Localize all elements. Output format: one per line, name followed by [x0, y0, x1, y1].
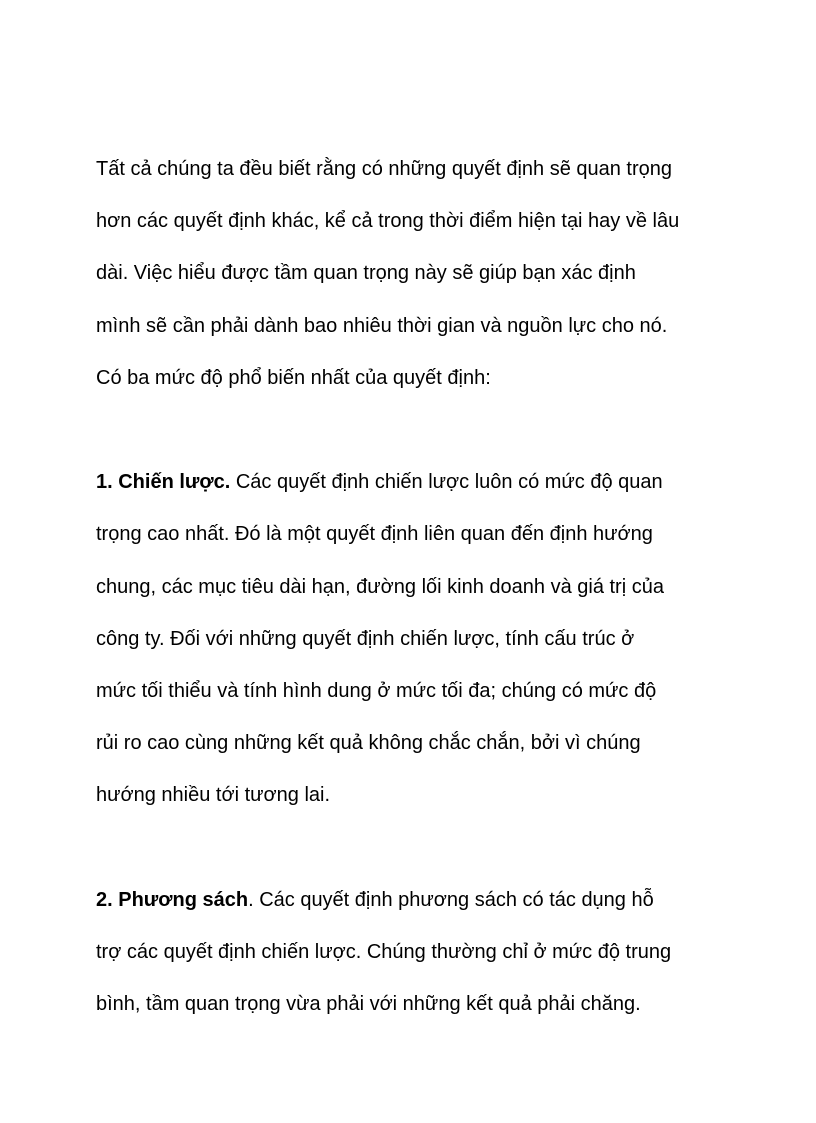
paragraph-spacer	[96, 404, 736, 456]
section-strategy-line-2: trọng cao nhất. Đó là một quyết định liên quan đến định hướng	[96, 523, 653, 546]
section-tactics-line-1	[96, 874, 736, 926]
intro-paragraph	[96, 143, 736, 404]
section-strategy-line-1	[96, 456, 736, 508]
section-tactics-heading: 2. Phương sách	[96, 888, 249, 911]
intro-line-1: Tất cả chúng ta đều biết rằng có những quyết định sẽ quan trọng	[96, 158, 673, 180]
section-tactics-line-2: trợ các quyết định chiến lược. Chúng thường chỉ ở mức độ trung	[96, 941, 672, 964]
section-strategy-line-5: mức tối thiểu và tính hình dung ở mức tối đa; chúng có mức độ	[96, 680, 657, 703]
section-strategy-line-3: chung, các mục tiêu dài hạn, đường lối kinh doanh và giá trị của	[96, 575, 664, 598]
section-tactics-line-1-text: . Các quyết định phương sách có tác dụng hỗ	[248, 888, 654, 911]
section-tactics-line-3: bình, tầm quan trọng vừa phải với những kết quả phải chăng.	[96, 993, 641, 1016]
intro-line-4: mình sẽ cần phải dành bao nhiêu thời gian và nguồn lực cho nó.	[96, 314, 668, 337]
intro-line-2: hơn các quyết định khác, kể cả trong thời điểm hiện tại hay về lâu	[96, 210, 680, 233]
section-strategy-line-6: rủi ro cao cùng những kết quả không chắc chắn, bởi vì chúng	[96, 732, 641, 755]
section-strategy-line-4: công ty. Đối với những quyết định chiến lược, tính cấu trúc ở	[96, 627, 635, 650]
section-strategy-line-1-text: Các quyết định chiến lược luôn có mức độ quan	[230, 471, 663, 494]
section-strategy-paragraph	[96, 456, 736, 821]
intro-line-5: Có ba mức độ phổ biến nhất của quyết định:	[96, 366, 491, 389]
section-strategy-heading: 1. Chiến lược.	[96, 471, 231, 494]
paragraph-spacer	[96, 822, 736, 874]
intro-line-3: dài. Việc hiểu được tầm quan trọng này sẽ giúp bạn xác định	[96, 262, 636, 285]
section-strategy-line-7: hướng nhiều tới tương lai.	[96, 784, 331, 807]
document-body	[96, 143, 736, 1030]
section-tactics-paragraph	[96, 874, 736, 1031]
